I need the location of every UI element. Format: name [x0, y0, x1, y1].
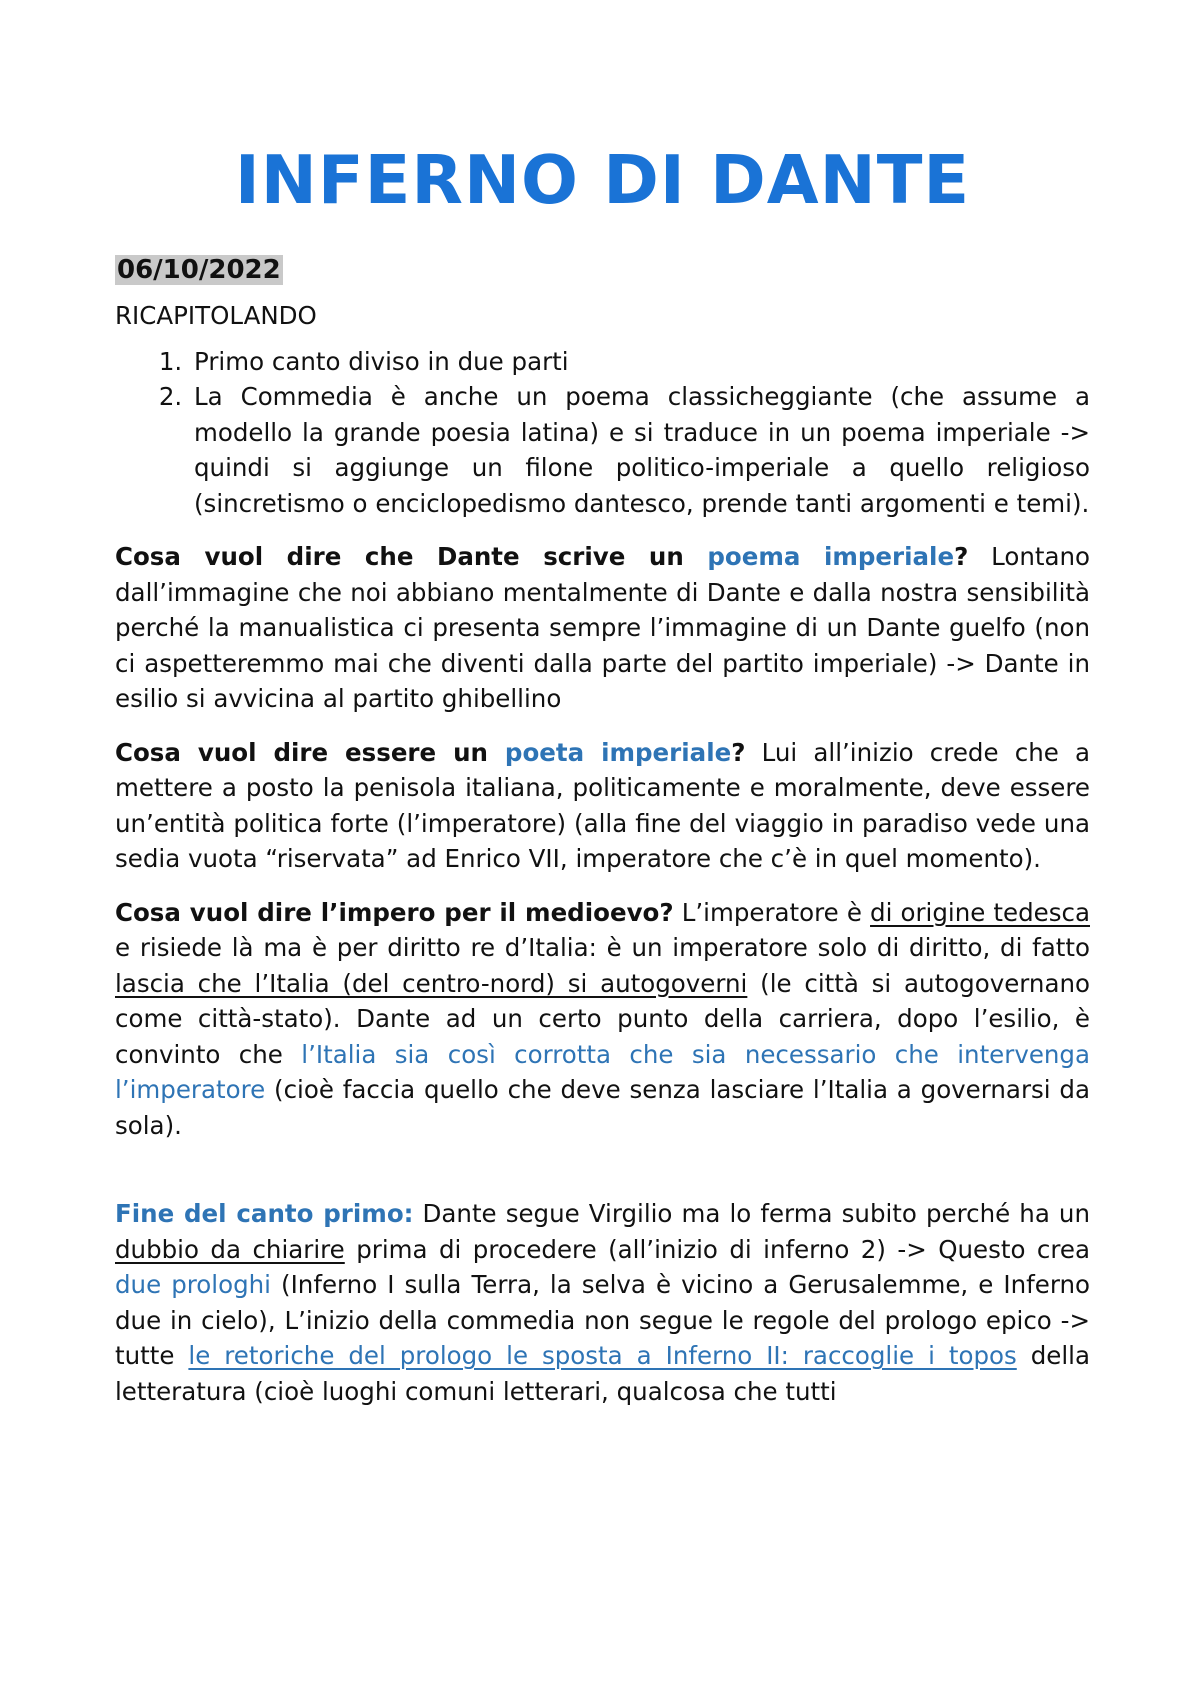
- list-item: 1. Primo canto diviso in due parti: [190, 344, 1090, 380]
- text-segment: (le città si autogovernano come città-stato). Dante ad un certo punto della carriera, dopo l’esilio, è convinto che: [115, 968, 1090, 1069]
- paragraph-poema-imperiale: [115, 539, 1090, 717]
- paragraph-poeta-imperiale: [115, 735, 1090, 877]
- date-highlight: 06/10/2022: [117, 255, 281, 285]
- underlined-blue-link[interactable]: le retoriche del prologo le sposta a Inferno II: raccoglie i topos: [188, 1341, 1017, 1370]
- paragraph-body: Lui all’inizio crede che a mettere a posto la penisola italiana, politicamente e moralmente, deve essere un’entità politica forte (l’imperatore) (alla fine del viaggio in paradiso vede una sedia vuota “riservata” ad Enrico VII, imperatore che c’è in quel momento).: [115, 737, 1091, 873]
- blue-highlight-text: due prologhi: [115, 1270, 271, 1299]
- recap-heading: RICAPITOLANDO: [115, 301, 317, 330]
- question-mark: ?: [731, 737, 746, 767]
- paragraph-fine-canto: [115, 1196, 1090, 1409]
- recap-list: [115, 344, 1090, 522]
- question-mark: ?: [954, 542, 969, 571]
- highlight-term: poema imperiale: [707, 542, 955, 571]
- blue-highlight-text: l’Italia sia così corrotta che sia necessario che intervenga l’imperatore: [115, 1039, 1090, 1104]
- text-segment: L’imperatore è: [673, 897, 871, 927]
- underlined-text: lascia che l’Italia (del centro-nord) si autogoverni: [115, 968, 748, 998]
- underlined-text: di origine tedesca: [870, 897, 1090, 927]
- question-text: Cosa vuol dire l’impero per il medioevo?: [115, 897, 674, 927]
- section-label: Fine del canto primo:: [115, 1199, 414, 1228]
- list-item: 2. La Commedia è anche un poema classicheggiante (che assume a modello la grande poesia latina) e si traduce in un poema imperiale -> quindi si aggiunge un filone politico-imperiale a quello religioso (sincretismo o enciclopedismo dantesco, prende tanti argomenti e temi).: [190, 379, 1090, 521]
- document-title: INFERNO DI DANTE: [234, 141, 971, 219]
- paragraph-impero-medioevo: [115, 895, 1090, 1144]
- text-segment: (cioè faccia quello che deve senza lasciare l’Italia a governarsi da sola).: [115, 1075, 1090, 1140]
- text-segment: prima di procedere (all’inizio di inferno 2) -> Questo crea: [344, 1234, 1090, 1264]
- date-line: [115, 250, 1090, 290]
- question-text: Cosa vuol dire che Dante scrive un: [115, 542, 708, 571]
- question-text: Cosa vuol dire essere un: [115, 737, 505, 767]
- text-segment: della letteratura (cioè luoghi comuni letterari, qualcosa che tutti: [115, 1341, 1090, 1406]
- text-segment: Dante segue Virgilio ma lo ferma subito perché ha un: [413, 1199, 1090, 1228]
- paragraph-body: Lontano dall’immagine che noi abbiano mentalmente di Dante e dalla nostra sensibilità perché la manualistica ci presenta sempre l’immagine di un Dante guelfo (non ci aspetteremmo mai che diventi dalla parte del partito imperiale) -> Dante in esilio si avvicina al partito ghibellino: [115, 542, 1090, 713]
- highlight-term: poeta imperiale: [504, 737, 732, 767]
- text-segment: e risiede là ma è per diritto re d’Italia: è un imperatore solo di diritto, di fatto: [115, 933, 1090, 962]
- text-segment: (Inferno I sulla Terra, la selva è vicino a Gerusalemme, e Inferno due in cielo), L’inizio della commedia non segue le regole del prologo epico -> tutte: [115, 1270, 1091, 1370]
- underlined-text: dubbio da chiarire: [115, 1234, 345, 1264]
